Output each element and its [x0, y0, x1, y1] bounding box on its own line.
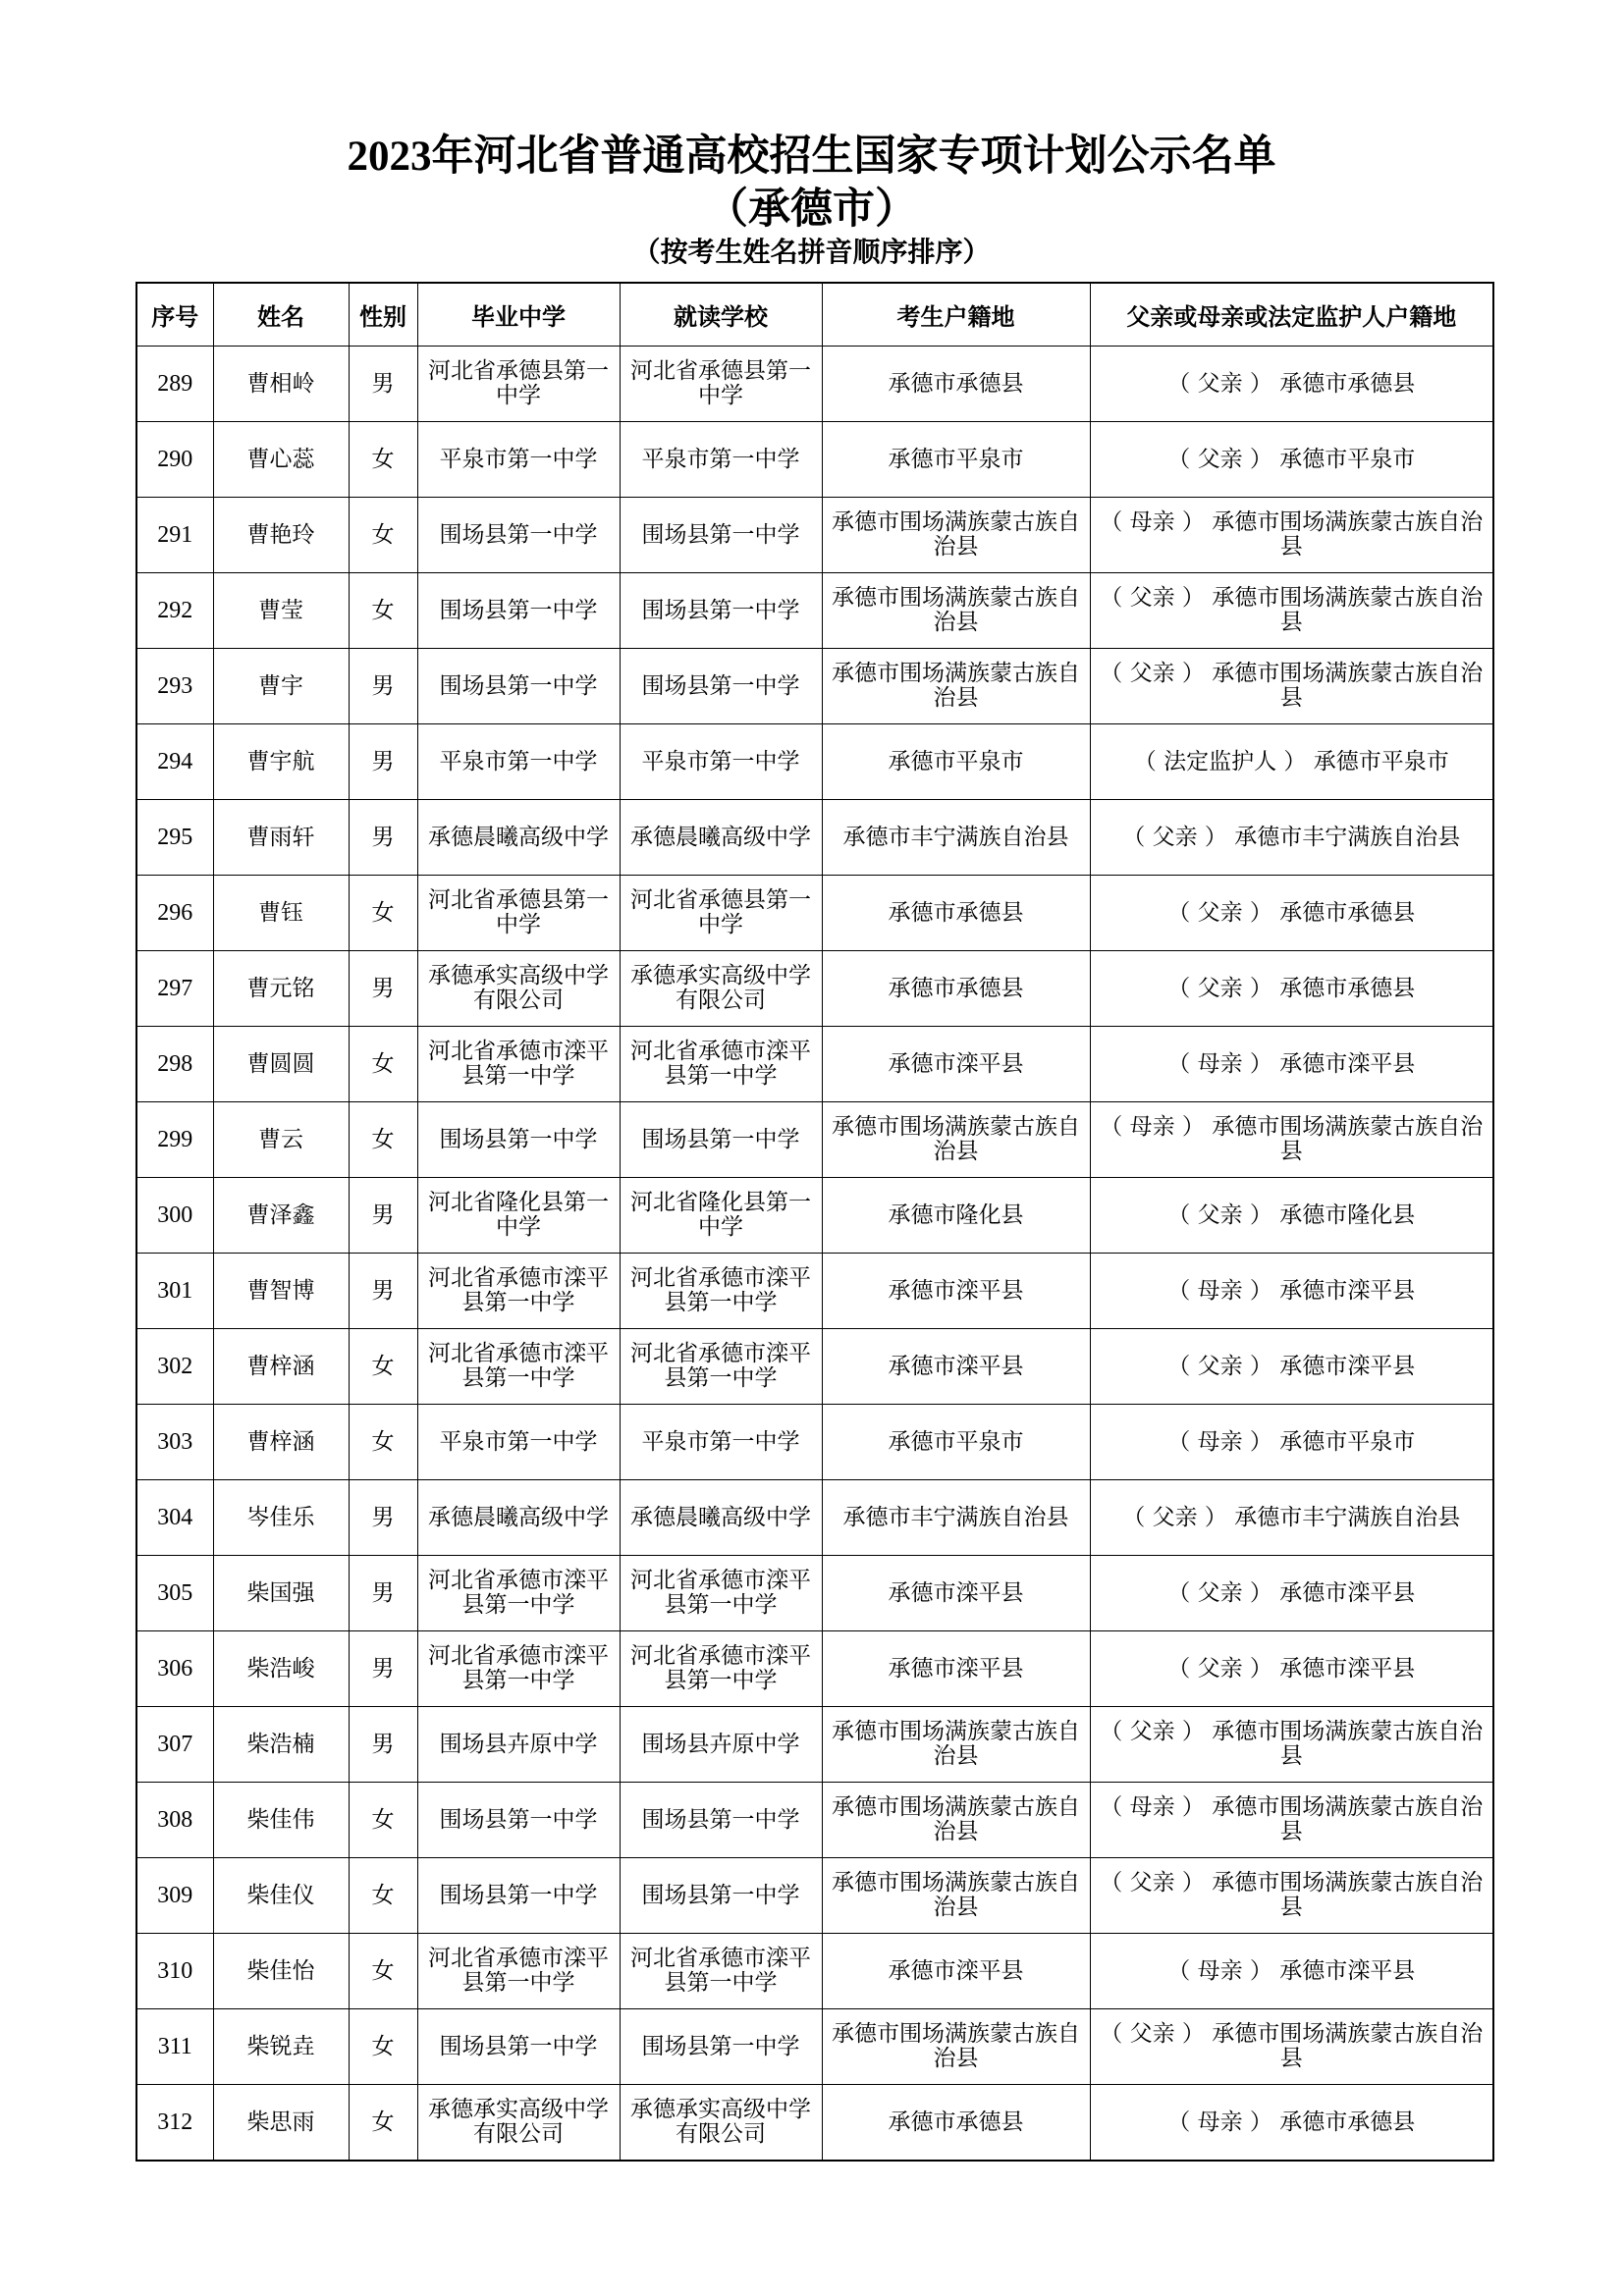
cell-index: 306	[136, 1631, 213, 1707]
cell-graduation-school: 平泉市第一中学	[417, 1405, 620, 1480]
cell-gender: 女	[349, 422, 417, 498]
cell-guardian-household: （ 父亲 ） 承德市隆化县	[1090, 1178, 1493, 1254]
roster-table	[135, 282, 1494, 2162]
cell-student-household: 承德市丰宁满族自治县	[822, 800, 1090, 876]
cell-gender: 女	[349, 1934, 417, 2009]
cell-student-household: 承德市围场满族蒙古族自治县	[822, 1707, 1090, 1783]
cell-guardian-household: （ 父亲 ） 承德市围场满族蒙古族自治县	[1090, 1858, 1493, 1934]
cell-name: 曹莹	[213, 573, 349, 649]
table-row	[136, 1027, 1493, 1102]
cell-current-school: 河北省承德市滦平县第一中学	[620, 1254, 822, 1329]
table-row	[136, 573, 1493, 649]
table-row	[136, 1631, 1493, 1707]
cell-index: 304	[136, 1480, 213, 1556]
cell-student-household: 承德市围场满族蒙古族自治县	[822, 1858, 1090, 1934]
cell-name: 柴佳怡	[213, 1934, 349, 2009]
cell-current-school: 围场县第一中学	[620, 498, 822, 573]
cell-current-school: 承德承实高级中学有限公司	[620, 951, 822, 1027]
table-row	[136, 1178, 1493, 1254]
table-row	[136, 498, 1493, 573]
cell-gender: 男	[349, 1254, 417, 1329]
table-row	[136, 1707, 1493, 1783]
cell-graduation-school: 平泉市第一中学	[417, 422, 620, 498]
col-header-graduation-school: 毕业中学	[417, 283, 620, 347]
cell-index: 290	[136, 422, 213, 498]
cell-index: 307	[136, 1707, 213, 1783]
cell-current-school: 河北省承德市滦平县第一中学	[620, 1631, 822, 1707]
cell-current-school: 平泉市第一中学	[620, 1405, 822, 1480]
cell-guardian-household: （ 父亲 ） 承德市承德县	[1090, 876, 1493, 951]
cell-student-household: 承德市围场满族蒙古族自治县	[822, 2009, 1090, 2085]
cell-gender: 男	[349, 724, 417, 800]
cell-guardian-household: （ 母亲 ） 承德市围场满族蒙古族自治县	[1090, 1783, 1493, 1858]
cell-student-household: 承德市隆化县	[822, 1178, 1090, 1254]
table-row	[136, 1556, 1493, 1631]
cell-gender: 男	[349, 1556, 417, 1631]
cell-name: 曹相岭	[213, 347, 349, 422]
cell-guardian-household: （ 父亲 ） 承德市围场满族蒙古族自治县	[1090, 649, 1493, 724]
page-subtitle: （承德市）	[706, 187, 917, 233]
cell-graduation-school: 承德晨曦高级中学	[417, 800, 620, 876]
cell-name: 曹宇	[213, 649, 349, 724]
cell-guardian-household: （ 母亲 ） 承德市滦平县	[1090, 1254, 1493, 1329]
cell-name: 曹心蕊	[213, 422, 349, 498]
cell-student-household: 承德市滦平县	[822, 1631, 1090, 1707]
cell-student-household: 承德市滦平县	[822, 1934, 1090, 2009]
cell-name: 曹云	[213, 1102, 349, 1178]
cell-current-school: 河北省承德市滦平县第一中学	[620, 1027, 822, 1102]
cell-index: 309	[136, 1858, 213, 1934]
table-row	[136, 800, 1493, 876]
cell-name: 柴浩楠	[213, 1707, 349, 1783]
cell-guardian-household: （ 母亲 ） 承德市承德县	[1090, 2085, 1493, 2162]
cell-current-school: 围场县卉原中学	[620, 1707, 822, 1783]
cell-current-school: 围场县第一中学	[620, 1102, 822, 1178]
col-header-index: 序号	[136, 283, 213, 347]
cell-student-household: 承德市滦平县	[822, 1556, 1090, 1631]
table-row	[136, 1783, 1493, 1858]
cell-gender: 女	[349, 1027, 417, 1102]
cell-index: 296	[136, 876, 213, 951]
cell-gender: 女	[349, 1102, 417, 1178]
cell-student-household: 承德市围场满族蒙古族自治县	[822, 649, 1090, 724]
cell-graduation-school: 河北省隆化县第一中学	[417, 1178, 620, 1254]
cell-guardian-household: （ 母亲 ） 承德市平泉市	[1090, 1405, 1493, 1480]
header-row	[136, 283, 1493, 347]
cell-guardian-household: （ 父亲 ） 承德市丰宁满族自治县	[1090, 800, 1493, 876]
cell-index: 298	[136, 1027, 213, 1102]
cell-name: 曹智博	[213, 1254, 349, 1329]
cell-student-household: 承德市承德县	[822, 951, 1090, 1027]
cell-name: 曹圆圆	[213, 1027, 349, 1102]
cell-student-household: 承德市滦平县	[822, 1254, 1090, 1329]
table-row	[136, 422, 1493, 498]
cell-index: 289	[136, 347, 213, 422]
cell-guardian-household: （ 父亲 ） 承德市围场满族蒙古族自治县	[1090, 1707, 1493, 1783]
cell-guardian-household: （ 父亲 ） 承德市围场满族蒙古族自治县	[1090, 2009, 1493, 2085]
cell-gender: 男	[349, 1178, 417, 1254]
table-row	[136, 1858, 1493, 1934]
cell-name: 柴浩峻	[213, 1631, 349, 1707]
cell-current-school: 河北省隆化县第一中学	[620, 1178, 822, 1254]
cell-current-school: 平泉市第一中学	[620, 724, 822, 800]
cell-name: 柴锐垚	[213, 2009, 349, 2085]
cell-name: 曹艳玲	[213, 498, 349, 573]
cell-guardian-household: （ 母亲 ） 承德市滦平县	[1090, 1027, 1493, 1102]
cell-guardian-household: （ 母亲 ） 承德市围场满族蒙古族自治县	[1090, 1102, 1493, 1178]
cell-index: 305	[136, 1556, 213, 1631]
cell-current-school: 承德晨曦高级中学	[620, 1480, 822, 1556]
cell-gender: 女	[349, 573, 417, 649]
cell-student-household: 承德市滦平县	[822, 1027, 1090, 1102]
cell-index: 292	[136, 573, 213, 649]
cell-guardian-household: （ 父亲 ） 承德市滦平县	[1090, 1631, 1493, 1707]
cell-name: 柴国强	[213, 1556, 349, 1631]
cell-index: 294	[136, 724, 213, 800]
cell-graduation-school: 承德承实高级中学有限公司	[417, 951, 620, 1027]
cell-graduation-school: 围场县卉原中学	[417, 1707, 620, 1783]
cell-name: 柴佳仪	[213, 1858, 349, 1934]
cell-index: 311	[136, 2009, 213, 2085]
sort-note: （按考生姓名拼音顺序排序）	[632, 236, 991, 268]
table-row	[136, 1254, 1493, 1329]
cell-graduation-school: 围场县第一中学	[417, 1858, 620, 1934]
cell-current-school: 承德承实高级中学有限公司	[620, 2085, 822, 2162]
cell-student-household: 承德市承德县	[822, 2085, 1090, 2162]
cell-name: 曹钰	[213, 876, 349, 951]
cell-guardian-household: （ 父亲 ） 承德市承德县	[1090, 347, 1493, 422]
table-row	[136, 1102, 1493, 1178]
cell-guardian-household: （ 父亲 ） 承德市围场满族蒙古族自治县	[1090, 573, 1493, 649]
cell-student-household: 承德市围场满族蒙古族自治县	[822, 1102, 1090, 1178]
cell-graduation-school: 河北省承德市滦平县第一中学	[417, 1329, 620, 1405]
cell-guardian-household: （ 父亲 ） 承德市滦平县	[1090, 1329, 1493, 1405]
cell-index: 308	[136, 1783, 213, 1858]
cell-student-household: 承德市滦平县	[822, 1329, 1090, 1405]
cell-gender: 男	[349, 951, 417, 1027]
cell-index: 302	[136, 1329, 213, 1405]
cell-current-school: 河北省承德市滦平县第一中学	[620, 1556, 822, 1631]
cell-graduation-school: 河北省承德市滦平县第一中学	[417, 1556, 620, 1631]
col-header-gender: 性别	[349, 283, 417, 347]
cell-graduation-school: 围场县第一中学	[417, 1102, 620, 1178]
cell-current-school: 河北省承德县第一中学	[620, 347, 822, 422]
cell-student-household: 承德市丰宁满族自治县	[822, 1480, 1090, 1556]
table-row	[136, 951, 1493, 1027]
col-header-student-household: 考生户籍地	[822, 283, 1090, 347]
cell-student-household: 承德市围场满族蒙古族自治县	[822, 498, 1090, 573]
cell-graduation-school: 河北省承德县第一中学	[417, 876, 620, 951]
col-header-name: 姓名	[213, 283, 349, 347]
cell-name: 曹元铭	[213, 951, 349, 1027]
cell-index: 297	[136, 951, 213, 1027]
table-row	[136, 1329, 1493, 1405]
cell-name: 曹宇航	[213, 724, 349, 800]
table-row	[136, 2085, 1493, 2162]
cell-guardian-household: （ 父亲 ） 承德市丰宁满族自治县	[1090, 1480, 1493, 1556]
cell-graduation-school: 围场县第一中学	[417, 573, 620, 649]
table-header	[136, 283, 1493, 347]
cell-guardian-household: （ 母亲 ） 承德市围场满族蒙古族自治县	[1090, 498, 1493, 573]
cell-graduation-school: 河北省承德县第一中学	[417, 347, 620, 422]
table-row	[136, 1405, 1493, 1480]
cell-guardian-household: （ 父亲 ） 承德市平泉市	[1090, 422, 1493, 498]
cell-graduation-school: 河北省承德市滦平县第一中学	[417, 1254, 620, 1329]
cell-graduation-school: 河北省承德市滦平县第一中学	[417, 1027, 620, 1102]
cell-student-household: 承德市承德县	[822, 347, 1090, 422]
cell-current-school: 围场县第一中学	[620, 2009, 822, 2085]
cell-current-school: 围场县第一中学	[620, 1858, 822, 1934]
cell-name: 曹梓涵	[213, 1405, 349, 1480]
cell-name: 柴佳伟	[213, 1783, 349, 1858]
cell-guardian-household: （ 父亲 ） 承德市滦平县	[1090, 1556, 1493, 1631]
cell-name: 曹雨轩	[213, 800, 349, 876]
cell-gender: 女	[349, 1405, 417, 1480]
cell-current-school: 围场县第一中学	[620, 649, 822, 724]
cell-guardian-household: （ 母亲 ） 承德市滦平县	[1090, 1934, 1493, 2009]
table-row	[136, 649, 1493, 724]
cell-student-household: 承德市围场满族蒙古族自治县	[822, 1783, 1090, 1858]
cell-graduation-school: 围场县第一中学	[417, 1783, 620, 1858]
cell-index: 310	[136, 1934, 213, 2009]
cell-index: 312	[136, 2085, 213, 2162]
cell-current-school: 围场县第一中学	[620, 1783, 822, 1858]
cell-name: 曹泽鑫	[213, 1178, 349, 1254]
cell-current-school: 河北省承德县第一中学	[620, 876, 822, 951]
cell-gender: 女	[349, 876, 417, 951]
table-row	[136, 876, 1493, 951]
cell-student-household: 承德市承德县	[822, 876, 1090, 951]
cell-index: 299	[136, 1102, 213, 1178]
cell-graduation-school: 平泉市第一中学	[417, 724, 620, 800]
cell-guardian-household: （ 父亲 ） 承德市承德县	[1090, 951, 1493, 1027]
table-row	[136, 2009, 1493, 2085]
cell-gender: 女	[349, 498, 417, 573]
cell-index: 291	[136, 498, 213, 573]
cell-current-school: 围场县第一中学	[620, 573, 822, 649]
cell-student-household: 承德市平泉市	[822, 724, 1090, 800]
cell-gender: 男	[349, 800, 417, 876]
table-body	[136, 347, 1493, 2162]
cell-gender: 男	[349, 649, 417, 724]
table-row	[136, 1480, 1493, 1556]
cell-index: 301	[136, 1254, 213, 1329]
cell-gender: 男	[349, 347, 417, 422]
cell-gender: 女	[349, 2085, 417, 2162]
col-header-current-school: 就读学校	[620, 283, 822, 347]
table-row	[136, 724, 1493, 800]
cell-current-school: 承德晨曦高级中学	[620, 800, 822, 876]
cell-gender: 女	[349, 1783, 417, 1858]
cell-graduation-school: 围场县第一中学	[417, 498, 620, 573]
table-row	[136, 1934, 1493, 2009]
col-header-guardian-household: 父亲或母亲或法定监护人户籍地	[1090, 283, 1493, 347]
cell-name: 柴思雨	[213, 2085, 349, 2162]
cell-gender: 男	[349, 1707, 417, 1783]
cell-index: 303	[136, 1405, 213, 1480]
page-title: 2023年河北省普通高校招生国家专项计划公示名单	[347, 133, 1276, 180]
cell-index: 300	[136, 1178, 213, 1254]
cell-graduation-school: 围场县第一中学	[417, 2009, 620, 2085]
cell-graduation-school: 河北省承德市滦平县第一中学	[417, 1631, 620, 1707]
cell-graduation-school: 河北省承德市滦平县第一中学	[417, 1934, 620, 2009]
cell-gender: 男	[349, 1480, 417, 1556]
cell-graduation-school: 承德承实高级中学有限公司	[417, 2085, 620, 2162]
cell-student-household: 承德市平泉市	[822, 422, 1090, 498]
cell-name: 曹梓涵	[213, 1329, 349, 1405]
cell-current-school: 平泉市第一中学	[620, 422, 822, 498]
cell-student-household: 承德市平泉市	[822, 1405, 1090, 1480]
cell-graduation-school: 承德晨曦高级中学	[417, 1480, 620, 1556]
cell-gender: 男	[349, 1631, 417, 1707]
cell-index: 295	[136, 800, 213, 876]
cell-student-household: 承德市围场满族蒙古族自治县	[822, 573, 1090, 649]
cell-gender: 女	[349, 1329, 417, 1405]
table-row	[136, 347, 1493, 422]
cell-index: 293	[136, 649, 213, 724]
cell-guardian-household: （ 法定监护人 ） 承德市平泉市	[1090, 724, 1493, 800]
cell-graduation-school: 围场县第一中学	[417, 649, 620, 724]
cell-current-school: 河北省承德市滦平县第一中学	[620, 1329, 822, 1405]
cell-current-school: 河北省承德市滦平县第一中学	[620, 1934, 822, 2009]
cell-name: 岑佳乐	[213, 1480, 349, 1556]
cell-gender: 女	[349, 1858, 417, 1934]
cell-gender: 女	[349, 2009, 417, 2085]
